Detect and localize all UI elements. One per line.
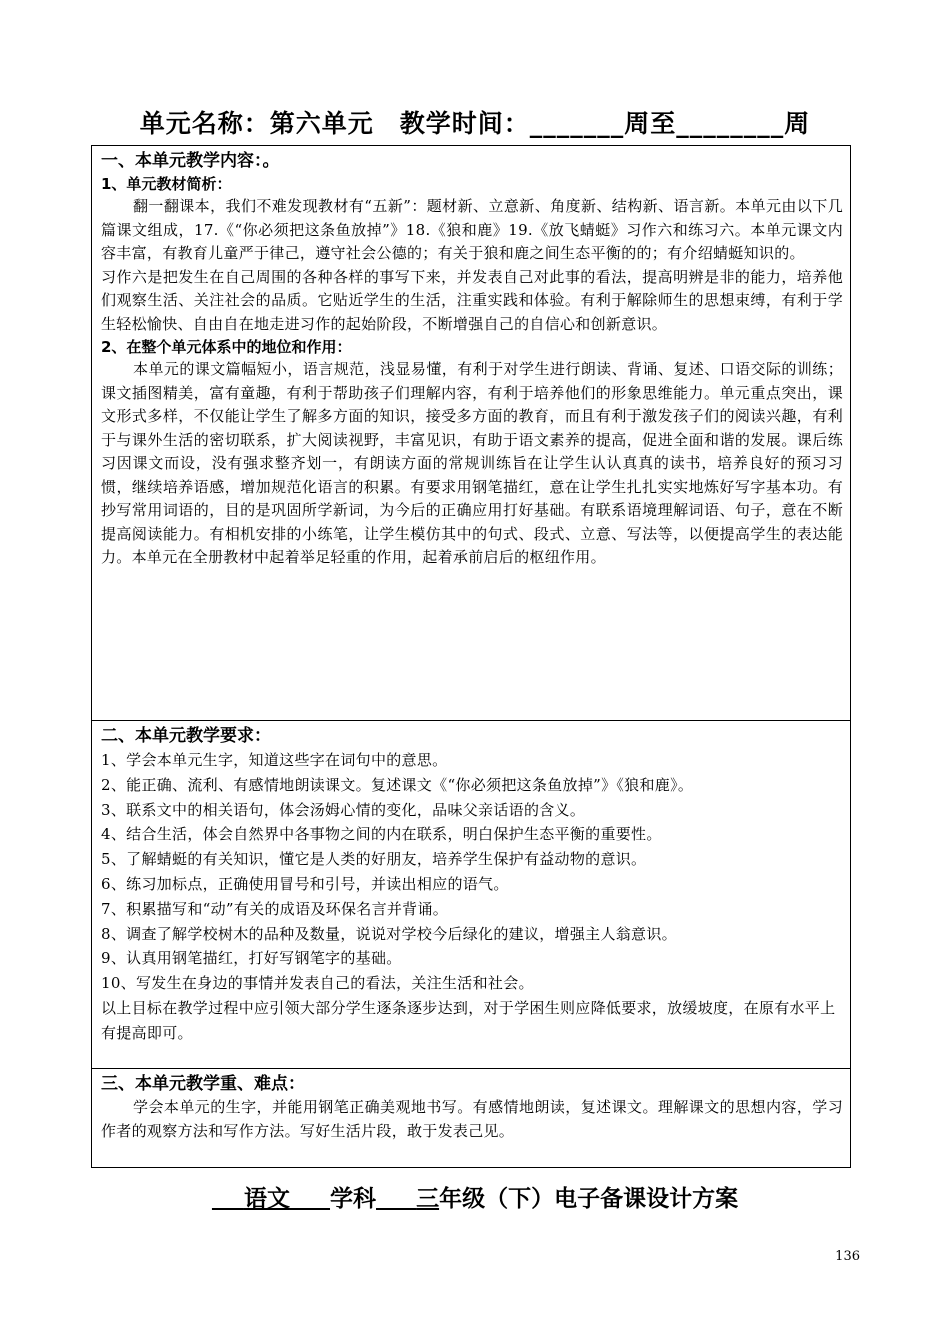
grade-value: 三 [416,1186,440,1212]
list-item: 6、练习加标点，正确使用冒号和引号，并读出相应的语气。 [101,874,509,893]
list-item: 7、积累描写和“动”有关的成语及环保名言并背诵。 [101,899,449,918]
subheading-role: 2、在整个单元体系中的地位和作用： [101,338,352,356]
list-item: 5、了解蜻蜓的有关知识，懂它是人类的好朋友，培养学生保护有益动物的意识。 [101,850,647,869]
list-item: 10、写发生在身边的事情并发表自己的看法，关注生活和社会。 [101,974,534,993]
subject-name: 语文 [243,1186,290,1212]
section-heading: 一、本单元教学内容：。 [101,151,280,171]
closing-paragraph: 以上目标在教学过程中应引领大部分学生逐条逐步达到，对于学困生则应降低要求，放缓坡度，在原有水平上有提高即可。 [101,998,836,1042]
section-heading: 三、本单元教学重、难点： [101,1074,305,1094]
section-key-points [92,1069,850,1169]
unit-title: 单元名称：第六单元 教学时间：_______周至________周 [139,109,811,138]
paragraph: 翻一翻课本，我们不难发现教材有“五新”：题材新、立意新、角度新、结构新、语言新。本单元由以下几篇课文组成，17.《“你必须把这条鱼放掉”》18.《狼和鹿》19.《放飞蜻蜓》习作六和练习六。本单元课文内容丰富，有教育儿童严于律己，遵守社会公德的；有关于狼和鹿之间生态平衡的的；有介绍蜻蜓知识的。 [101,197,843,262]
section-teaching-content [92,146,850,721]
plan-footer-title [0,1180,950,1213]
page-number: 136 [835,1249,860,1264]
list-item: 3、联系文中的相关语句，体会汤姆心情的变化，品味父亲话语的含义。 [101,800,586,819]
section-teaching-requirements [92,721,850,1069]
subject-label: 学科 [330,1186,377,1212]
paragraph: 习作六是把发生在自己周围的各种各样的事写下来，并发表自己对此事的看法，提高明辨是非的能力，培养他们观察生活、关注社会的品质。它贴近学生的生活，注重实践和体验。有利于解除师生的思想束缚，有利于学生轻松愉快、自由自在地走进习作的起始阶段，不断增强自己的自信心和创新意识。 [101,267,843,333]
list-item: 4、结合生活，体会自然界中各事物之间的内在联系，明白保护生态平衡的重要性。 [101,825,662,844]
list-item: 8、调查了解学校树木的品种及数量，说说对学校今后绿化的建议，增强主人翁意识。 [101,924,677,943]
plan-type-label: 年级（下）电子备课设计方案 [439,1186,739,1212]
paragraph: 学会本单元的生字，并能用钢笔正确美观地书写。有感情地朗读，复述课文。理解课文的思想内容，学习作者的观察方法和写作方法。写好生活片段，敢于发表己见。 [101,1098,843,1140]
list-item: 9、认真用钢笔描红，打好写钢笔字的基础。 [101,949,402,968]
list-item: 1、学会本单元生字，知道这些字在词句中的意思。 [101,751,448,769]
section-heading: 二、本单元教学要求： [101,726,271,746]
requirements-list [101,748,843,1046]
subheading-analysis: 1、单元教材简析： [101,175,232,193]
list-item: 2、能正确、流利、有感情地朗读课文。复述课文《“你必须把这条鱼放掉”》《狼和鹿》。 [101,775,694,794]
lesson-plan-table [91,145,851,1168]
paragraph: 本单元的课文篇幅短小，语言规范，浅显易懂，有利于对学生进行朗读、背诵、复述、口语交际的训练；课文插图精美，富有童趣，有利于帮助孩子们理解内容，有利于培养他们的形象思维能力。单元重点突出，课文形式多样，不仅能让学生了解多方面的知识，接受多方面的教育，而且有利于激发孩子们的阅读兴趣，有利于与课外生活的密切联系，扩大阅读视野，丰富见识，有助于语文素养的提高，促进全面和谐的发展。课后练习因课文而设，没有强求整齐划一，有朗读方面的常规训练旨在让学生认认真真的读书，培养良好的预习习惯，继续培养语感，增加规范化语言的积累。有要求用钢笔描红，意在让学生扎扎实实地炼好写字基本功。有抄写常用词语的，目的是巩固所学新词，为今后的正确应用打好基础。有联系语境理解词语、句子，意在不断提高阅读能力。有相机安排的小练笔，让学生模仿其中的句式、段式、立意、写法等，以便提高学生的表达能力。本单元在全册教材中起着举足轻重的作用，起着承前启后的枢纽作用。 [101,360,843,566]
